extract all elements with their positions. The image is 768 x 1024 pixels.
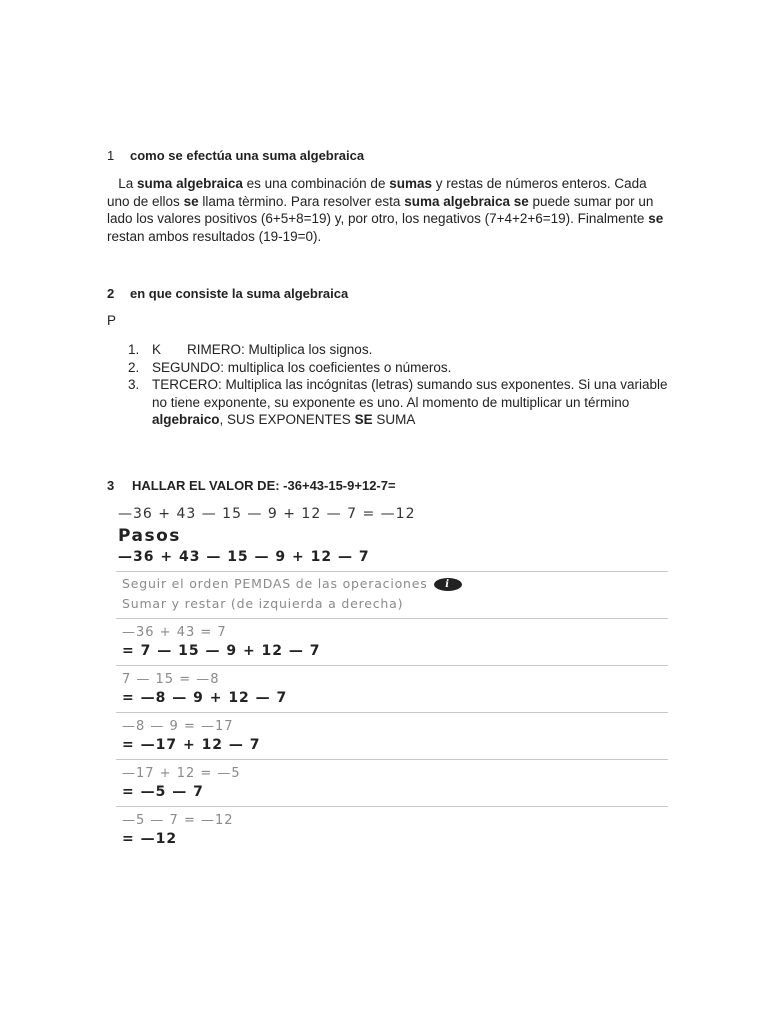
solution-step xyxy=(116,759,668,806)
bold-run: se xyxy=(183,193,199,209)
list-number: 3. xyxy=(128,377,140,392)
solution-step xyxy=(116,712,668,759)
section-title: como se efectúa una suma algebraica xyxy=(130,148,365,163)
section-1-paragraph xyxy=(107,175,667,245)
math-solution xyxy=(116,503,668,853)
step-operation: —5 — 7 = —12 xyxy=(122,813,234,828)
text-run: La xyxy=(118,176,138,191)
expression: —36 + 43 — 15 — 9 + 12 — 7 xyxy=(118,549,370,565)
text-run: K xyxy=(152,342,162,357)
list-number: 2. xyxy=(128,359,140,375)
hint-text: Sumar y restar (de izquierda a derecha) xyxy=(122,596,404,611)
section-title: en que consiste la suma algebraica xyxy=(130,286,349,301)
hint-box xyxy=(116,571,668,618)
section-1-heading xyxy=(107,148,364,163)
section-title: HALLAR EL VALOR DE: -36+43-15-9+12-7= xyxy=(132,478,396,493)
section-2-heading xyxy=(107,286,348,301)
text-run: puede sumar por un lado los valores positivos (6+5+8=19) y, por otro, los negativos (7+4+2+6=19). Finalmente xyxy=(107,193,654,226)
step-result: = —17 + 12 — 7 xyxy=(122,737,261,753)
text-run: RIMERO: Multiplica los signos. xyxy=(187,342,373,357)
bold-run: sumas xyxy=(389,176,432,191)
hint-line xyxy=(122,574,668,594)
steps-label: Pasos xyxy=(118,526,181,546)
list-item xyxy=(128,376,668,429)
step-operation: —8 — 9 = —17 xyxy=(122,719,234,734)
section-number: 1 xyxy=(107,148,115,163)
list-text: SEGUNDO: multiplica los coeficientes o números. xyxy=(152,359,452,375)
list-text xyxy=(152,376,668,429)
hint-text: Seguir el orden PEMDAS de las operaciones xyxy=(122,576,428,591)
hint-line xyxy=(122,594,668,614)
text-run: , SUS EXPONENTES xyxy=(219,412,355,427)
stray-letter: P xyxy=(107,313,117,328)
section-number: 2 xyxy=(107,286,115,301)
bold-run: se xyxy=(648,211,664,226)
step-result: = —5 — 7 xyxy=(122,784,204,800)
solution-step xyxy=(116,806,668,853)
info-icon[interactable]: i xyxy=(434,578,462,591)
step-result: = —12 xyxy=(122,831,178,847)
bold-run: algebraico xyxy=(152,412,220,427)
text-run: restan ambos resultados (19-19=0). xyxy=(107,228,322,244)
step-operation: —36 + 43 = 7 xyxy=(122,625,227,640)
step-operation: 7 — 15 = —8 xyxy=(122,672,220,687)
bold-run: suma algebraica se xyxy=(404,193,529,209)
step-operation: —17 + 12 = —5 xyxy=(122,766,241,781)
list-number: 1. xyxy=(128,342,140,357)
text-run: llama tèrmino. Para resolver esta xyxy=(198,193,405,209)
solution-step xyxy=(116,665,668,712)
steps-list xyxy=(128,341,668,429)
bold-run: suma algebraica xyxy=(137,176,243,191)
step-result: = —8 — 9 + 12 — 7 xyxy=(122,690,288,706)
text-run: es una combinación de xyxy=(242,176,390,191)
step-result: = 7 — 15 — 9 + 12 — 7 xyxy=(122,643,321,659)
list-text xyxy=(152,341,372,359)
text-run: SUMA xyxy=(372,412,416,427)
text-run: y restas de números enteros. Cada uno de ellos xyxy=(107,176,647,209)
section-3-heading xyxy=(107,478,396,493)
list-item xyxy=(128,359,668,377)
final-result: —36 + 43 — 15 — 9 + 12 — 7 = —12 xyxy=(118,506,416,522)
section-number: 3 xyxy=(107,478,115,493)
list-item xyxy=(128,341,668,359)
text-run: TERCERO: Multiplica las incógnitas (letras) sumando sus exponentes. Si una variable no tiene exponente, su exponente es uno. Al momento de multiplicar un término xyxy=(152,377,668,410)
bold-run: SE xyxy=(354,412,373,427)
solution-step xyxy=(116,618,668,665)
